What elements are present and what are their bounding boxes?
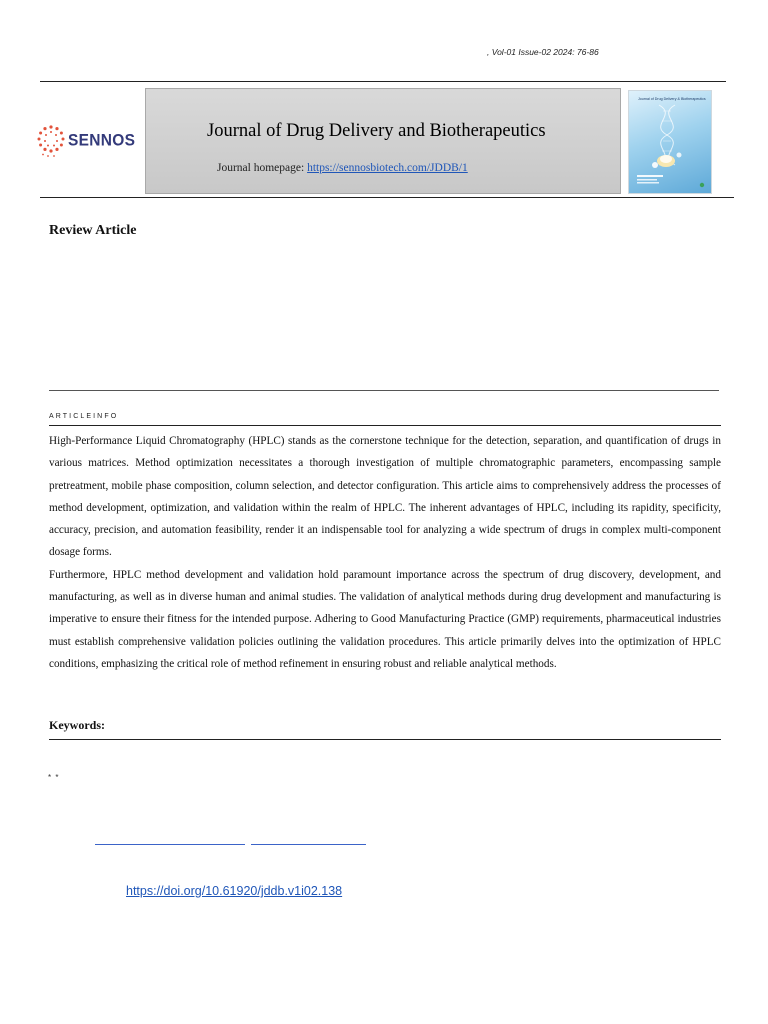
journal-homepage (217, 162, 468, 174)
homepage-link[interactable]: https://sennosbiotech.com/JDDB/1 (307, 162, 468, 174)
keywords-label: Keywords: (49, 718, 105, 732)
journal-cover-image (628, 90, 712, 194)
abstract-paragraph: Furthermore, HPLC method development and validation hold paramount importance across the spectrum of drug discovery, development, and manufacturing, as well as in diverse human and animal studies. The validation of analytical methods during drug development and manufacturing is imperative to ensure their fitness for the intended purpose. Adhering to Good Manufacturing Practice (GMP) requirements, pharmaceutical industries must establish comprehensive validation policies outlining the validation procedures. This article primarily delves into the optimization of HPLC conditions, emphasizing the critical role of method refinement in ensuring robust and reliable analytical methods. (49, 568, 721, 670)
journal-banner (145, 88, 621, 194)
header-bottom-rule (40, 197, 734, 198)
header-top-rule (40, 81, 726, 82)
footnote-marks: * * (48, 773, 60, 782)
email-link-underline[interactable] (95, 844, 245, 845)
cover-title: Journal of Drug Delivery & Biotherapeutics (638, 97, 706, 101)
issue-citation: , Vol-01 Issue-02 2024: 76-86 (487, 47, 599, 57)
journal-title: Journal of Drug Delivery and Biotherapeutics (207, 121, 546, 141)
email-link-underline[interactable] (251, 844, 366, 845)
homepage-label: Journal homepage: (217, 162, 305, 174)
publisher-logo (36, 124, 135, 158)
doi-link[interactable]: https://doi.org/10.61920/jddb.v1i02.138 (126, 884, 343, 898)
article-info-label: ARTICLEINFO (49, 413, 119, 420)
abstract (49, 430, 721, 675)
section-divider (49, 390, 719, 391)
keywords-rule (49, 739, 721, 740)
article-info-rule (49, 425, 721, 426)
cover-artwork (629, 91, 712, 194)
article-type: Review Article (49, 223, 137, 238)
sennos-logo-icon (36, 124, 66, 158)
publisher-name: SENNOS (68, 131, 136, 150)
abstract-paragraph: High-Performance Liquid Chromatography (HPLC) stands as the cornerstone technique for the detection, separation, and quantification of drugs in various matrices. Method optimization necessitates a thorough investigation of multiple chromatographic parameters, encompassing sample pretreatment, mobile phase composition, column selection, and detector configuration. This article aims to comprehensively address the processes of method development, optimization, and validation within the realm of HPLC. The inherent advantages of HPLC, including its rapidity, specificity, accuracy, precision, and automation feasibility, render it an indispensable tool for analyzing a wide spectrum of drugs in complex multi-component dosage forms. (49, 435, 721, 559)
